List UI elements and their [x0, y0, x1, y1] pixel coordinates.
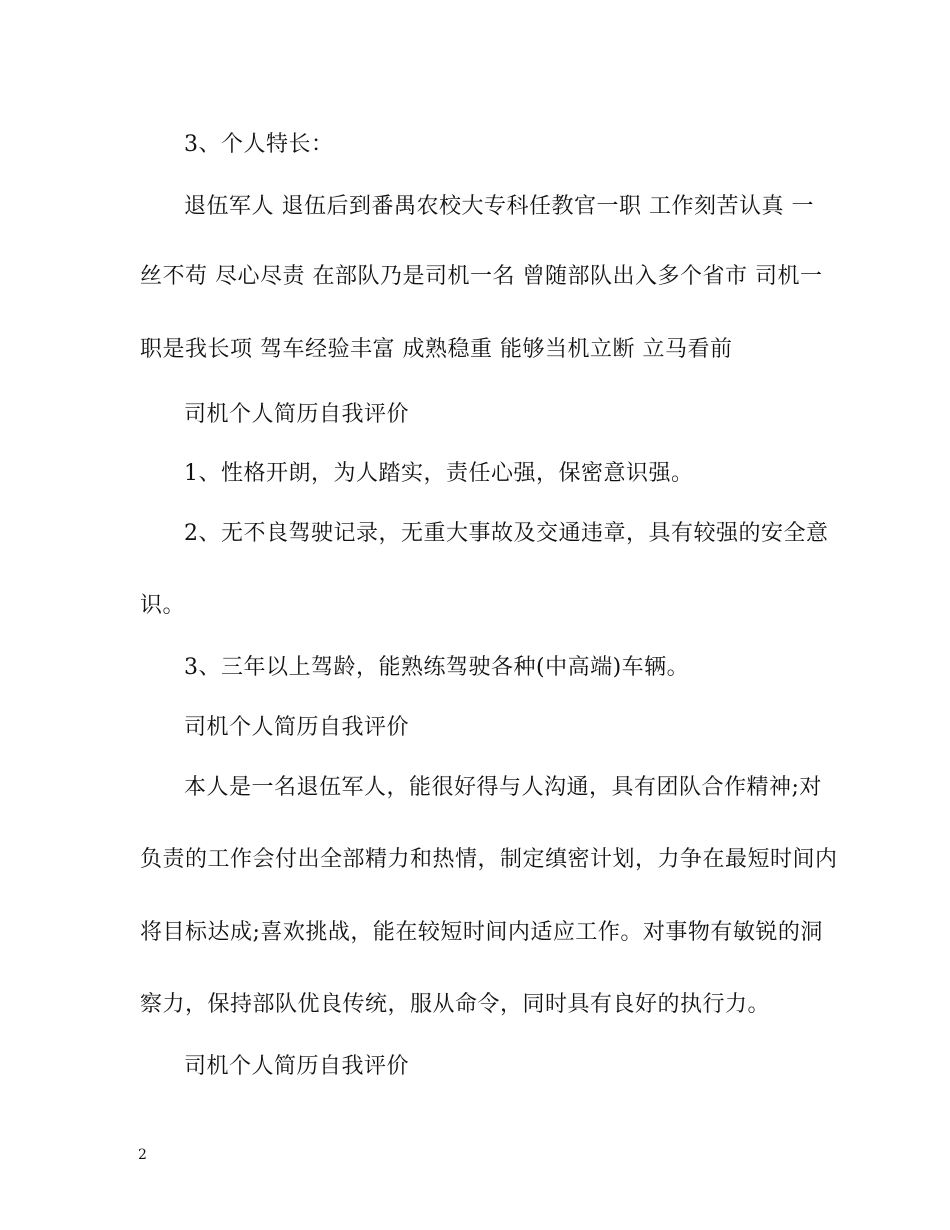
paragraph-line: 职是我长项 驾车经验丰富 成熟稳重 能够当机立断 立马看前	[140, 337, 733, 362]
section-heading-self-evaluation: 司机个人简历自我评价	[184, 715, 410, 740]
paragraph-line: 负责的工作会付出全部精力和热情，制定缜密计划，力争在最短时间内	[140, 847, 838, 872]
page-number: 2	[138, 1147, 147, 1163]
paragraph-line: 退伍军人 退伍后到番禺农校大专科任教官一职 工作刻苦认真 一	[184, 194, 814, 219]
paragraph-line: 将目标达成;喜欢挑战，能在较短时间内适应工作。对事物有敏锐的洞	[140, 920, 823, 945]
list-item: 2、无不良驾驶记录，无重大事故及交通违章，具有较强的安全意	[184, 521, 829, 546]
section-heading-self-evaluation: 司机个人简历自我评价	[184, 1054, 410, 1079]
section-heading-self-evaluation: 司机个人简历自我评价	[184, 402, 410, 427]
paragraph-line: 本人是一名退伍军人，能很好得与人沟通，具有团队合作精神;对	[184, 775, 822, 800]
paragraph-line: 丝不苟 尽心尽责 在部队乃是司机一名 曾随部队出入多个省市 司机一	[140, 264, 823, 289]
paragraph-line: 识。	[140, 593, 186, 618]
list-item: 1、性格开朗，为人踏实，责任心强，保密意识强。	[184, 461, 694, 486]
list-item: 3、三年以上驾龄，能熟练驾驶各种(中高端)车辆。	[184, 655, 690, 680]
paragraph-line: 察力，保持部队优良传统，服从命令，同时具有良好的执行力。	[140, 992, 771, 1017]
section-heading-personal-strengths: 3、个人特长：	[184, 132, 334, 157]
